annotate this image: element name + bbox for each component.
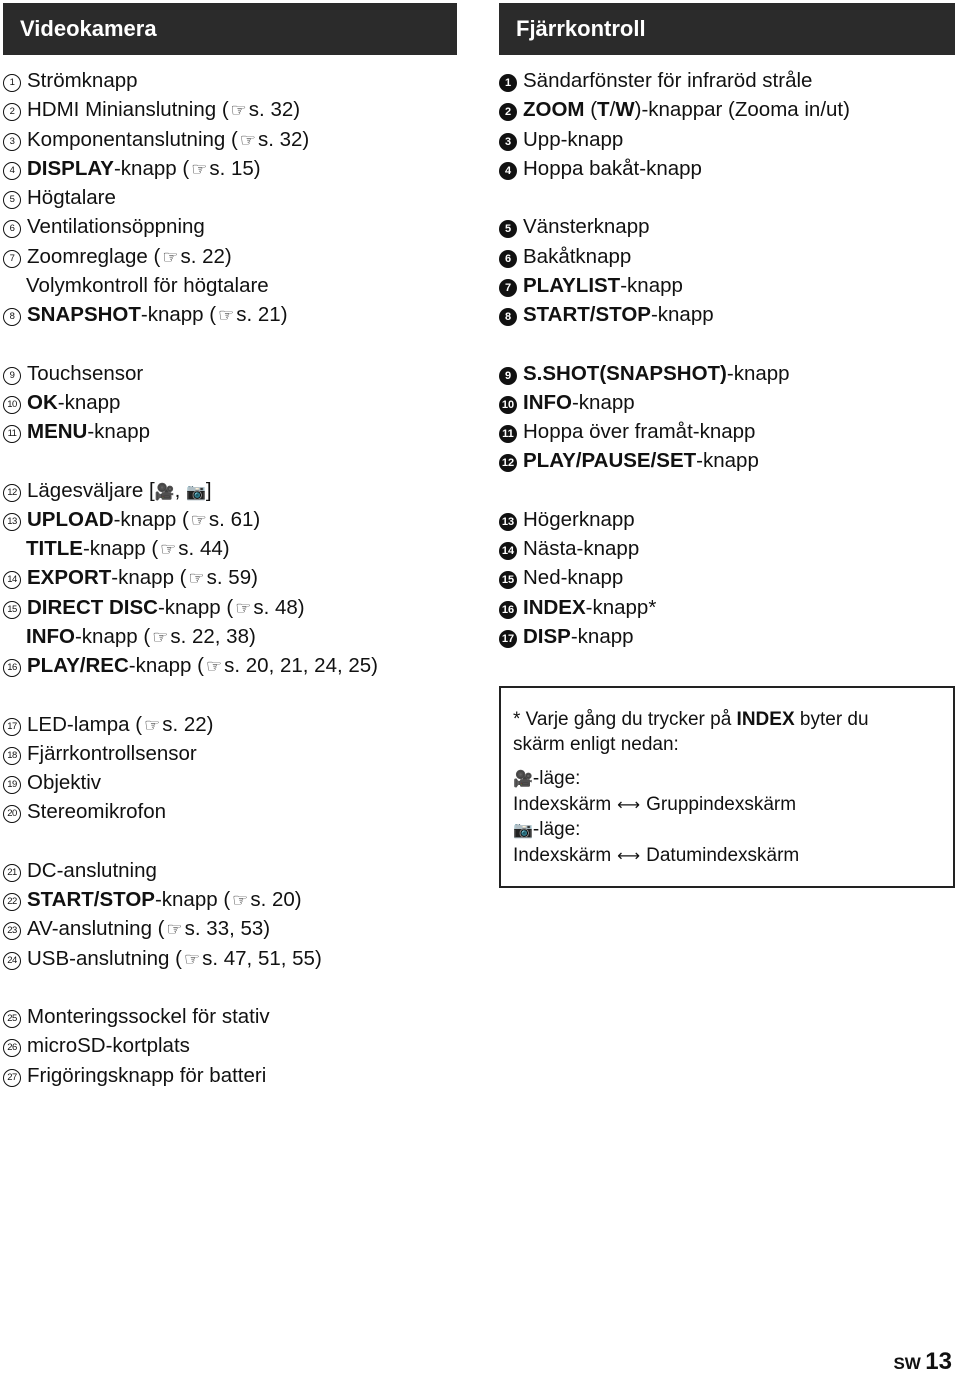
double-arrow-icon: ⟷ [617, 796, 641, 814]
list-item: 5 Högtalare [3, 183, 473, 212]
item-number: 10 [3, 396, 21, 414]
list-item: 7 Zoomreglage ( ☞s. 22) [3, 242, 473, 271]
list-item: 13 Högerknapp [499, 505, 955, 534]
list-item: 1 Sändarfönster för infraröd stråle [499, 66, 955, 95]
item-number: 1 [3, 74, 21, 92]
list-item: 4 DISPLAY-knapp ( ☞s. 15) [3, 154, 473, 183]
list-item: 6 Ventilationsöppning [3, 212, 473, 241]
item-number: 1 [499, 74, 517, 92]
item-number: 3 [3, 133, 21, 151]
list-item: 6 Bakåtknapp [499, 242, 955, 271]
item-number: 17 [499, 630, 517, 648]
list-item: 2 HDMI Minianslutning ( ☞s. 32) [3, 95, 473, 124]
item-number: 5 [499, 220, 517, 238]
note-photo-mode: 📷-läge: [513, 818, 941, 844]
item-number: 17 [3, 718, 21, 736]
hand-pointer-icon: ☞ [235, 597, 252, 618]
hand-pointer-icon: ☞ [191, 158, 208, 179]
list-item: 1 Strömknapp [3, 66, 473, 95]
item-number: 10 [499, 396, 517, 414]
list-item: 21 DC-anslutning [3, 856, 473, 885]
list-item: 9 Touchsensor [3, 359, 473, 388]
item-number: 11 [3, 425, 21, 443]
item-number: 15 [3, 601, 21, 619]
item-number: 12 [3, 484, 21, 502]
hand-pointer-icon: ☞ [144, 714, 161, 735]
list-item: 10 INFO-knapp [499, 388, 955, 417]
hand-pointer-icon: ☞ [232, 890, 249, 910]
list-item: 16 INDEX-knapp* [499, 593, 955, 622]
list-item: 12 PLAY/PAUSE/SET-knapp [499, 446, 955, 475]
videokamera-parts-list [3, 66, 473, 1090]
note-photo-switch: Indexskärm ⟷ Datumindexskärm [513, 844, 941, 870]
list-item: 3 Upp-knapp [499, 125, 955, 154]
item-number: 19 [3, 776, 21, 794]
list-item: 20 Stereomikrofon [3, 797, 473, 826]
item-number: 24 [3, 952, 21, 970]
index-note-box [499, 686, 955, 888]
item-number: 13 [3, 513, 21, 531]
list-item: 10 OK-knapp [3, 388, 473, 417]
item-number: 6 [3, 220, 21, 238]
item-number: 14 [3, 571, 21, 589]
hand-pointer-icon: ☞ [183, 948, 201, 969]
list-item: Volymkontroll för högtalare [26, 273, 269, 297]
list-item: 23 AV-anslutning ( ☞s. 33, 53) [3, 914, 473, 943]
item-number: 21 [3, 864, 21, 882]
item-number: 23 [3, 922, 21, 940]
item-number: 7 [499, 279, 517, 297]
item-number: 8 [3, 308, 21, 326]
item-number: 5 [3, 191, 21, 209]
list-item: INFO-knapp ( ☞s. 22, 38) [26, 624, 256, 648]
hand-pointer-icon: ☞ [152, 626, 169, 647]
video-mode-icon: 🎥 [154, 483, 175, 501]
hand-pointer-icon: ☞ [239, 129, 256, 150]
hand-pointer-icon: ☞ [188, 568, 205, 589]
item-number: 7 [3, 250, 21, 268]
note-line: skärm enligt nedan: [513, 733, 679, 755]
item-number: 6 [499, 250, 517, 268]
note-line: * Varje gång du trycker på INDEX byter du [513, 709, 869, 730]
item-number: 2 [499, 103, 517, 121]
list-item: 15 DIRECT DISC-knapp ( ☞s. 48) [3, 593, 473, 622]
hand-pointer-icon: ☞ [218, 305, 235, 325]
section-header-videokamera: Videokamera [3, 3, 457, 55]
list-item: 14 EXPORT-knapp ( ☞s. 59) [3, 563, 473, 592]
list-item: 4 Hoppa bakåt-knapp [499, 154, 955, 183]
hand-pointer-icon: ☞ [190, 509, 207, 530]
fjarrkontroll-parts-list [499, 66, 955, 651]
list-item: 27 Frigöringsknapp för batteri [3, 1061, 473, 1090]
item-number: 4 [3, 162, 21, 180]
list-item: 11 MENU-knapp [3, 417, 473, 446]
item-number: 3 [499, 133, 517, 151]
hand-pointer-icon: ☞ [166, 919, 183, 940]
list-item: 8 SNAPSHOT-knapp ( ☞s. 21) [3, 300, 473, 329]
list-item: 2 ZOOM (T/W)-knappar (Zooma in/ut) [499, 95, 955, 124]
list-item: 24 USB-anslutning ( ☞s. 47, 51, 55) [3, 944, 473, 973]
camera-mode-icon: 📷 [185, 483, 206, 501]
item-number: 9 [3, 367, 21, 385]
item-number: 13 [499, 513, 517, 531]
list-item: 12 Lägesväljare [🎥, 📷] [3, 476, 473, 505]
section-header-fjarrkontroll: Fjärrkontroll [499, 3, 955, 55]
list-item: 17 LED-lampa ( ☞s. 22) [3, 710, 473, 739]
list-item: 26 microSD-kortplats [3, 1031, 473, 1060]
list-item: 13 UPLOAD-knapp ( ☞s. 61) [3, 505, 473, 534]
hand-pointer-icon: ☞ [160, 539, 177, 559]
list-item: 22 START/STOP-knapp ( ☞s. 20) [3, 885, 473, 914]
note-video-switch: Indexskärm ⟷ Gruppindexskärm [513, 793, 941, 819]
hand-pointer-icon: ☞ [162, 246, 179, 267]
note-video-mode: 🎥-läge: [513, 767, 941, 793]
item-number: 4 [499, 162, 517, 180]
item-number: 8 [499, 308, 517, 326]
list-item: 25 Monteringssockel för stativ [3, 1002, 473, 1031]
list-item: 14 Nästa-knapp [499, 534, 955, 563]
list-item: 19 Objektiv [3, 768, 473, 797]
list-item: TITLE-knapp ( ☞s. 44) [26, 537, 230, 560]
item-number: 12 [499, 454, 517, 472]
list-item: 9 S.SHOT(SNAPSHOT)-knapp [499, 359, 955, 388]
item-number: 27 [3, 1069, 21, 1087]
item-number: 16 [3, 659, 21, 677]
double-arrow-icon: ⟷ [617, 847, 641, 865]
list-item: 5 Vänsterknapp [499, 212, 955, 241]
list-item: 18 Fjärrkontrollsensor [3, 739, 473, 768]
item-number: 18 [3, 747, 21, 765]
item-number: 14 [499, 542, 517, 560]
item-number: 11 [499, 425, 517, 443]
hand-pointer-icon: ☞ [206, 656, 223, 676]
video-mode-icon: 🎥 [513, 771, 533, 788]
page-number: SW 13 [893, 1348, 952, 1375]
list-item: 7 PLAYLIST-knapp [499, 271, 955, 300]
list-item: 8 START/STOP-knapp [499, 300, 955, 329]
hand-pointer-icon: ☞ [230, 100, 247, 121]
item-number: 26 [3, 1039, 21, 1057]
item-number: 9 [499, 367, 517, 385]
item-number: 22 [3, 893, 21, 911]
list-item: 17 DISP-knapp [499, 622, 955, 651]
camera-mode-icon: 📷 [513, 822, 533, 839]
item-number: 25 [3, 1010, 21, 1028]
list-item: 11 Hoppa över framåt-knapp [499, 417, 955, 446]
list-item: 3 Komponentanslutning ( ☞s. 32) [3, 125, 473, 154]
item-number: 15 [499, 571, 517, 589]
list-item: 16 PLAY/REC-knapp ( ☞s. 20, 21, 24, 25) [3, 651, 473, 680]
item-number: 16 [499, 601, 517, 619]
item-number: 20 [3, 805, 21, 823]
item-number: 2 [3, 103, 21, 121]
list-item: 15 Ned-knapp [499, 563, 955, 592]
